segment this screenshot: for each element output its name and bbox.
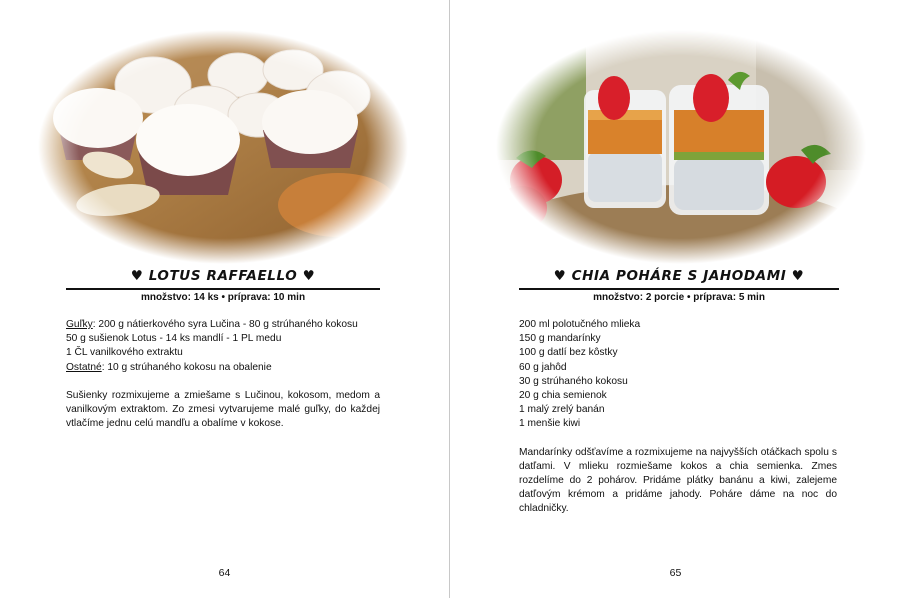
title-divider xyxy=(66,288,380,290)
recipe-title: ♥ CHIA POHÁRE S JAHODAMI ♥ xyxy=(553,268,805,284)
ingredient-line: 50 g sušienok Lotus - 14 ks mandlí - 1 PL medu xyxy=(66,333,282,345)
instructions: Sušienky rozmixujeme a zmiešame s Lučinou, kokosom, medom a vanilkovým extraktom. Zo zmesi vytvarujeme malé guľky, do každej vtlačíme jednu celú mandľu a obalíme v kokose. xyxy=(66,389,380,430)
instructions: Mandarínky odšťavíme a rozmixujeme na najvyšších otáčkach spolu s datľami. V mlieku rozmiešame kokos a chia semienka. Zmes rozdelíme do 2 pohárov. Pridáme plátky banánu a kiwi, zalejeme datľovým krémom a pridáme jahody. Poháre dáme na noc do chladničky. xyxy=(519,446,837,515)
ingredient-line: 1 ČL vanilkového extraktu xyxy=(66,347,183,359)
ingredient-line: 1 menšie kiwi xyxy=(519,418,581,430)
page-64 xyxy=(0,0,449,598)
ingredient-line: 200 ml polotučného mlieka xyxy=(519,319,641,330)
book-spine xyxy=(449,0,450,598)
page-65 xyxy=(451,0,900,598)
page-number: 64 xyxy=(218,567,231,579)
ingredient-line: 60 g jahôd xyxy=(519,361,567,373)
recipe-body xyxy=(66,318,380,431)
ingredient-line: 30 g strúhaného kokosu xyxy=(519,375,628,387)
recipe-meta: množstvo: 14 ks • príprava: 10 min xyxy=(140,292,306,303)
recipe-body xyxy=(519,318,837,517)
ingredient-line: 100 g datlí bez kôstky xyxy=(519,347,618,359)
ingredient-line: 1 malý zrelý banán xyxy=(519,404,605,416)
ingredient-line: 150 g mandarínky xyxy=(519,333,601,345)
ingredient-label: Guľky xyxy=(66,319,93,330)
ingredient-line: Ostatné: 10 g strúhaného kokosu na obalenie xyxy=(66,361,272,373)
page-number: 65 xyxy=(669,567,682,579)
lotus-raffaello-photo xyxy=(38,30,408,265)
ingredient-line: Guľky: 200 g nátierkového syra Lučina - 80 g strúhaného kokosu xyxy=(66,319,358,330)
recipe-title: ♥ LOTUS RAFFAELLO ♥ xyxy=(130,268,316,284)
recipe-meta: množstvo: 2 porcie • príprava: 5 min xyxy=(593,292,765,303)
ingredient-label: Ostatné xyxy=(66,361,102,373)
chia-jars-photo xyxy=(496,30,866,265)
ingredient-line: 20 g chia semienok xyxy=(519,390,607,402)
title-divider xyxy=(519,288,839,290)
